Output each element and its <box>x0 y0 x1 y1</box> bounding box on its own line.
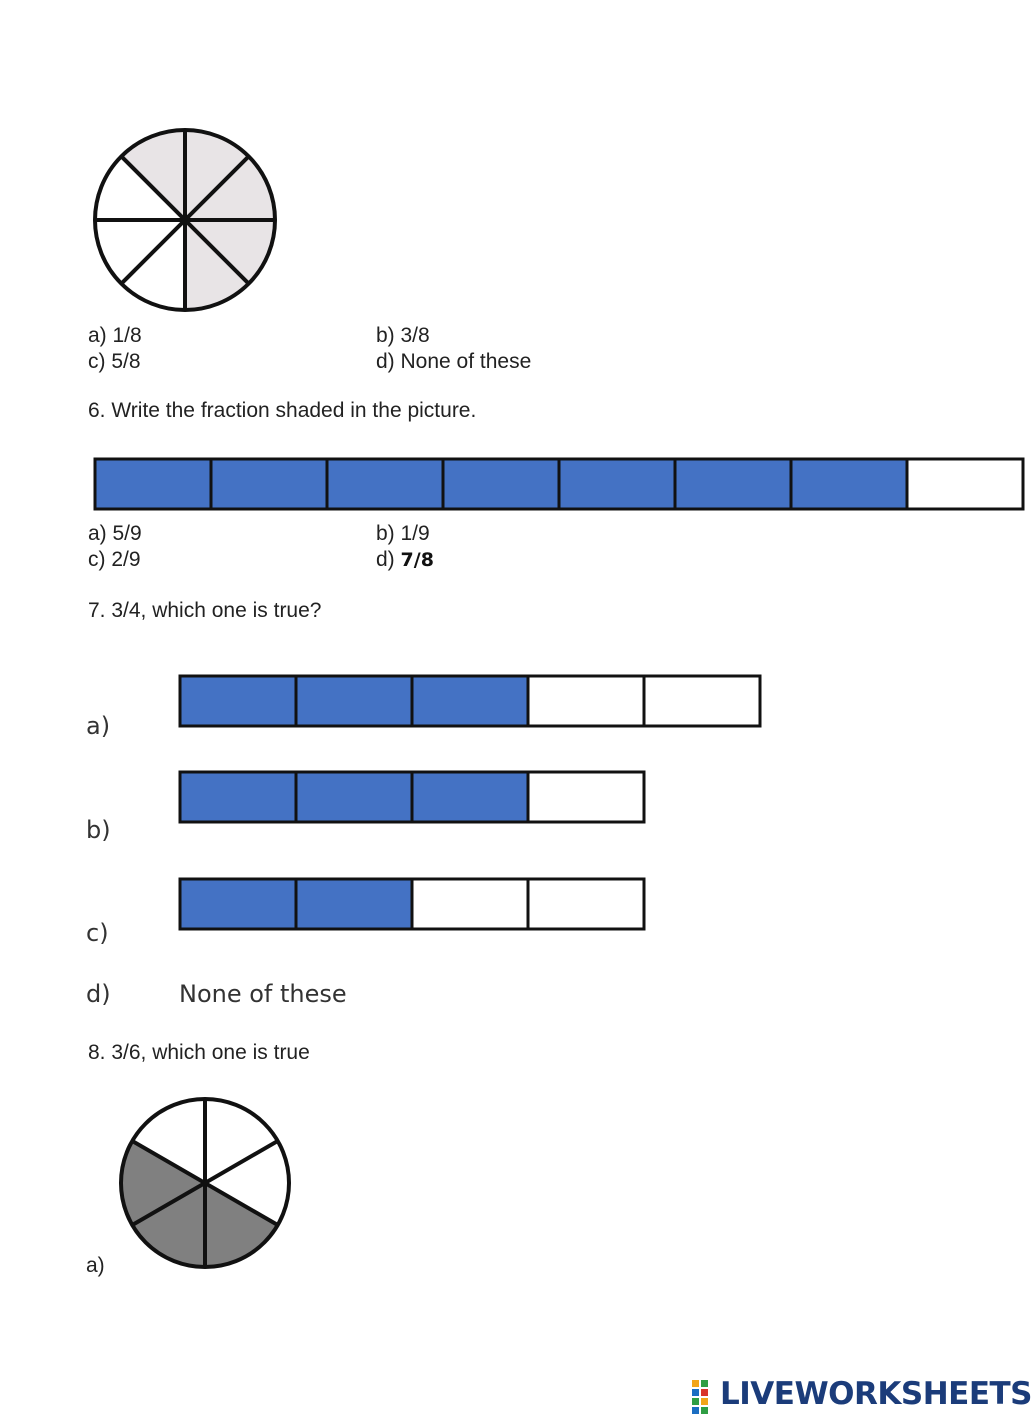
q7-bar-empty-cell <box>528 879 644 929</box>
q6-bar-shaded-cell <box>791 459 907 509</box>
q7-bar-empty-cell <box>412 879 528 929</box>
q6-bar-shaded-cell <box>443 459 559 509</box>
q6-bar-empty-cell <box>907 459 1023 509</box>
q6-bar-shaded-cell <box>675 459 791 509</box>
q6-bar-shaded-cell <box>211 459 327 509</box>
q5-circle-figure <box>90 125 280 315</box>
q7-bar-shaded-cell <box>180 676 296 726</box>
q7-option-c-bar[interactable] <box>178 877 648 933</box>
q7-option-a-label[interactable]: a) <box>86 712 111 740</box>
q8-shaded-sector <box>205 1183 278 1267</box>
q5-option-c[interactable]: c) 5/8 <box>88 350 141 373</box>
q7-bar-empty-cell <box>528 676 644 726</box>
q6-option-c[interactable]: c) 2/9 <box>88 548 141 571</box>
q6-bar-shaded-cell <box>559 459 675 509</box>
q6-question: 6. Write the fraction shaded in the picture. <box>88 399 477 422</box>
q6-bar-shaded-cell <box>95 459 211 509</box>
q6-option-b[interactable]: b) 1/9 <box>376 522 430 545</box>
q5-option-b[interactable]: b) 3/8 <box>376 324 430 347</box>
q7-bar-shaded-cell <box>412 676 528 726</box>
q6-option-d-value: 7/8 <box>400 549 434 571</box>
q5-option-a[interactable]: a) 1/8 <box>88 324 142 347</box>
q7-question: 7. 3/4, which one is true? <box>88 599 322 622</box>
q7-bar-shaded-cell <box>296 772 412 822</box>
q7-option-d-label[interactable]: d) <box>86 980 111 1008</box>
q7-option-b-label[interactable]: b) <box>86 816 111 844</box>
q6-option-d[interactable] <box>376 548 434 572</box>
q5-option-d[interactable]: d) None of these <box>376 350 532 373</box>
logo-text: LIVEWORKSHEETS <box>720 1376 1032 1412</box>
q7-bar-empty-cell <box>644 676 760 726</box>
logo-icon <box>692 1380 718 1412</box>
q7-bar-shaded-cell <box>296 879 412 929</box>
q6-bar-shaded-cell <box>327 459 443 509</box>
q6-option-a[interactable]: a) 5/9 <box>88 522 142 545</box>
q7-bar-shaded-cell <box>180 772 296 822</box>
liveworksheets-logo <box>692 1376 1032 1414</box>
q8-question: 8. 3/6, which one is true <box>88 1041 310 1064</box>
q7-option-a-bar[interactable] <box>178 674 763 730</box>
q6-option-d-prefix: d) <box>376 548 395 571</box>
q6-fraction-bar <box>93 457 1000 513</box>
q5-shaded-sector <box>121 130 185 220</box>
q7-bar-empty-cell <box>528 772 644 822</box>
q7-bar-shaded-cell <box>412 772 528 822</box>
q7-option-c-label[interactable]: c) <box>86 919 109 947</box>
q7-option-d-text[interactable]: None of these <box>179 980 347 1008</box>
q8-circle-figure[interactable] <box>117 1095 293 1271</box>
q7-bar-shaded-cell <box>296 676 412 726</box>
q8-option-a-label[interactable]: a) <box>86 1254 105 1277</box>
q7-option-b-bar[interactable] <box>178 770 646 826</box>
q7-bar-shaded-cell <box>180 879 296 929</box>
